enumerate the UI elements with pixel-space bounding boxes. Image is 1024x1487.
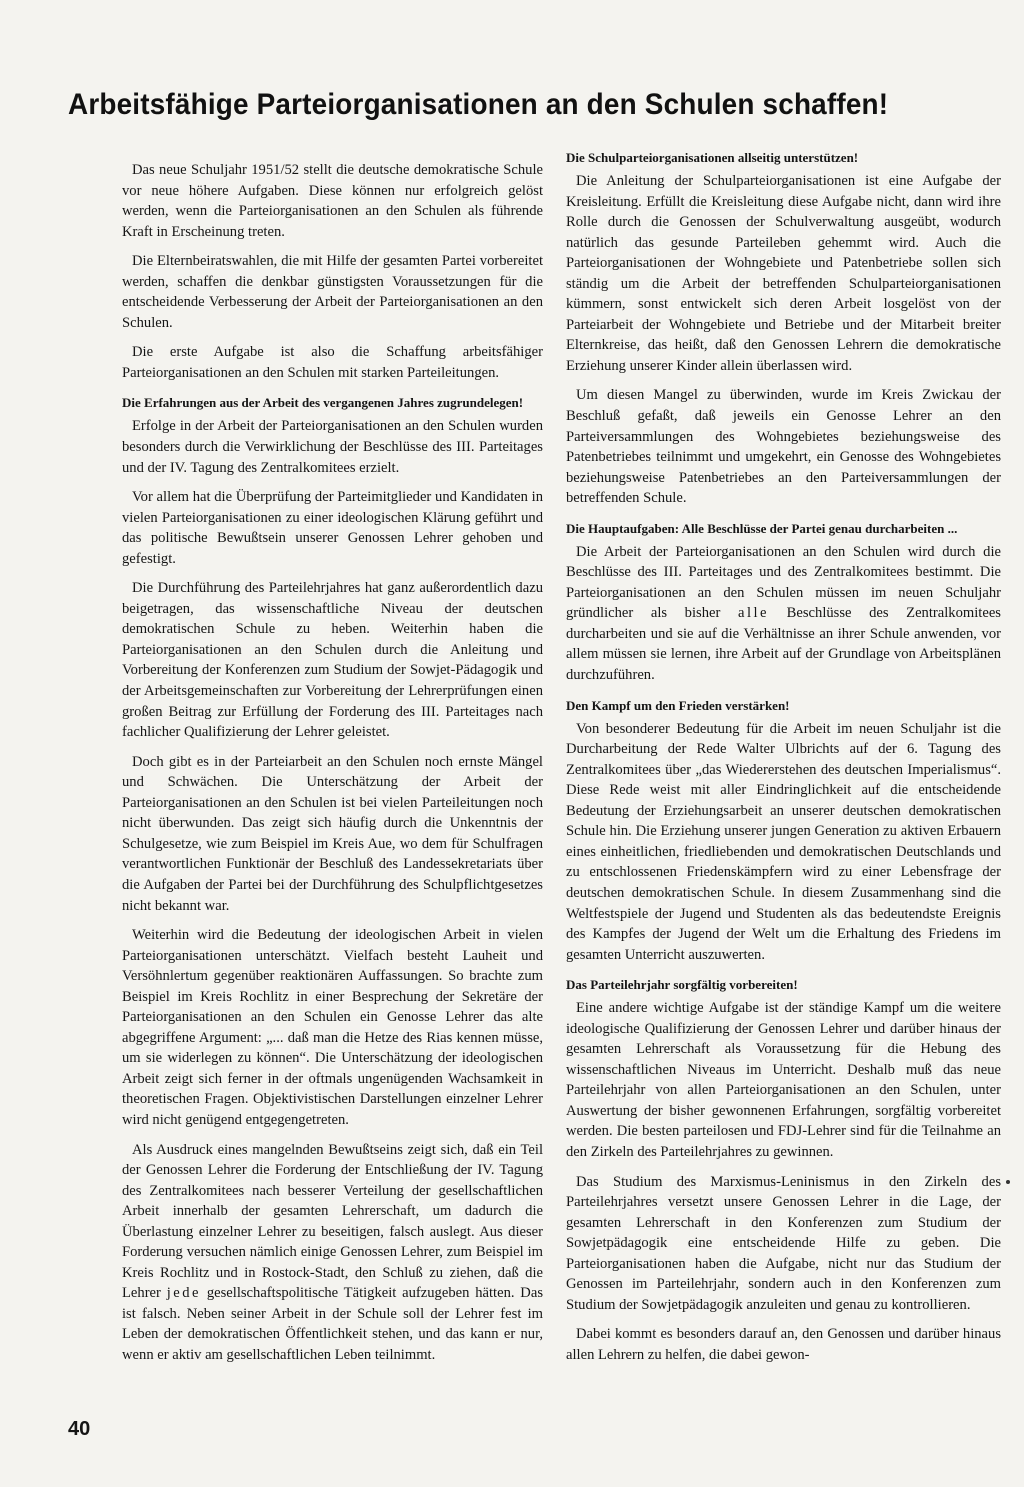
right-column xyxy=(566,148,1001,1374)
paragraph: Das neue Schuljahr 1951/52 stellt die deutsche demokratische Schule vor neue höhere Aufgaben. Diese können nur erfolgreich gelöst werden, wenn die Parteiorganisationen an den Schulen als führende Kraft in Erscheinung treten. xyxy=(122,162,543,240)
paragraph: Um diesen Mangel zu überwinden, wurde im Kreis Zwickau der Beschluß gefaßt, daß jeweils ein Genosse Lehrer an den Parteiversammlungen des Wohngebietes beziehungsweise des Patenbetriebes teilnimmt und umgekehrt, ein Genosse des Wohngebietes beziehungsweise Patenbetriebes an den Parteiversammlungen der betreffenden Schule. xyxy=(566,387,1001,507)
paragraph-text: Als Ausdruck eines mangelnden Bewußtseins zeigt sich, daß ein Teil der Genossen Lehrer die Forderung der Entschließung der IV. Tagung des Zentralkomitees nach besserer Verteilung der gesellschaftlichen Arbeit innerhalb der gesamten Lehrerschaft, um dadurch die Überlastung einzelner Lehrer zu beseitigen, falsch auslegt. Aus dieser Forderung versuchen nämlich einige Genossen Lehrer, zum Beispiel im Kreis Rochlitz und in Rostock-Stadt, den Schluß zu ziehen, daß die Lehrer xyxy=(122,1141,543,1302)
paragraph: Erfolge in der Arbeit der Parteiorganisationen an den Schulen wurden besonders durch die Verwirklichung der Beschlüsse des III. Parteitages und der IV. Tagung des Zentralkomitees erzielt. xyxy=(122,418,543,476)
paragraph xyxy=(122,1140,543,1366)
paragraph-text: Beschlüsse des Zentralkomitees durcharbeiten und sie auf die Verhältnisse an ihrer Schule anwenden, vor allem müssen sie lernen, ihre Arbeit auf der Grundlage von Arbeitsplänen durchzuführen. xyxy=(566,605,1001,684)
section-heading: Den Kampf um den Frieden verstärken! xyxy=(566,697,790,713)
left-column xyxy=(122,160,543,1375)
paragraph: Eine andere wichtige Aufgabe ist der ständige Kampf um die weitere ideologische Qualifizierung der Genossen Lehrer und darüber hinaus der gesamten Lehrerschaft als Voraussetzung für die Hebung des wissenschaftlichen Niveaus im Unterricht. Deshalb muß das neue Parteilehrjahr von allen Parteiorganisationen an den Schulen, unter Auswertung der bisher gewonnenen Erfahrungen, sorgfältig vorbereitet werden. Die besten parteilosen und FDJ-Lehrer sind für die Teilnahme an den Zirkeln des Parteilehrjahres zu gewinnen. xyxy=(566,1000,1001,1160)
section-heading: Das Parteilehrjahr sorgfältig vorbereiten! xyxy=(566,977,798,993)
paragraph: Die erste Aufgabe ist also die Schaffung arbeitsfähiger Parteiorganisationen an den Schulen mit starken Parteileitungen. xyxy=(122,344,543,381)
paragraph-text: gesellschaftspolitische Tätigkeit aufzugeben hätten. Das ist falsch. Neben seiner Arbeit in der Schule soll der Lehrer fest im Leben der demokratischen Öffentlichkeit stehen, und das kann er nur, wenn er aktiv am gesellschaftlichen Leben teilnimmt. xyxy=(122,1285,544,1363)
emphasized-word: jede xyxy=(166,1285,202,1302)
page-number: 40 xyxy=(68,1418,91,1440)
article-title: Arbeitsfähige Parteiorganisationen an den Schulen schaffen! xyxy=(68,88,889,121)
section-heading: Die Erfahrungen aus der Arbeit des vergangenen Jahres zugrundelegen! xyxy=(122,395,524,411)
paragraph: Die Durchführung des Parteilehrjahres hat ganz außerordentlich dazu beigetragen, das wissenschaftliche Niveau der deutschen demokratischen Schule zu heben. Weiterhin haben die Parteiorganisationen an den Schulen durch die Anleitung und Vorbereitung der Konferenzen zum Studium der Sowjet-Pädagogik und der Arbeitsgemeinschaften zur Vorbereitung der Lehrerprüfungen einen großen Beitrag zur Erfüllung der Forderung des III. Parteitages nach fachlicher Qualifizierung der Lehrer geleistet. xyxy=(122,580,543,741)
paragraph: Doch gibt es in der Parteiarbeit an den Schulen noch ernste Mängel und Schwächen. Die Unterschätzung der Arbeit der Parteiorganisationen an den Schulen ist bei vielen Parteileitungen noch nicht überwunden. Das zeigt sich häufig durch die Unkenntnis der Schulgesetze, wie zum Beispiel im Kreis Aue, wo dem für Schulfragen verantwortlichen Funktionär der Beschluß des Landessekretariats über die Aufgaben der Partei bei der Durchführung des Schulpflichtgesetzes nicht bekannt war. xyxy=(122,753,543,914)
paragraph xyxy=(566,542,1001,686)
print-mark xyxy=(1006,1180,1010,1184)
section-heading: Die Hauptaufgaben: Alle Beschlüsse der Partei genau durcharbeiten ... xyxy=(566,520,958,536)
paragraph: Von besonderer Bedeutung für die Arbeit im neuen Schuljahr ist die Durcharbeitung der Rede Walter Ulbrichts auf der 6. Tagung des Zentralkomitees über „das Wiedererstehen des deutschen Imperialismus“. Diese Rede weist mit aller Eindringlichkeit auf die entscheidende Bedeutung der Erziehungsarbeit an unserer deutschen demokratischen Schule hin. Die Erziehung unserer jungen Generation zu aktiven Erbauern eines einheitlichen, friedliebenden und demokratischen Deutschlands und zu entschlossenen Friedenskämpfern wird zu einer Lebensfrage der deutschen demokratischen Schule. In diesem Zusammenhang sind die Weltfestspiele der Jugend und Studenten als das bedeutendste Ereignis des Kampfes der Jugend der Welt um die Erhaltung des Friedens im gesamten Unterricht auszuwerten. xyxy=(566,720,1001,963)
paragraph-text: Die Arbeit der Parteiorganisationen an den Schulen wird durch die Beschlüsse des III. Parteitages und des Zentralkomitees bestimmt. Die Parteiorganisationen an den Schulen müssen im neuen Schuljahr gründlicher als bisher xyxy=(566,543,1001,622)
paragraph: Dabei kommt es besonders darauf an, den Genossen und darüber hinaus allen Lehrern zu helfen, die dabei gewon- xyxy=(566,1326,1001,1363)
paragraph: Vor allem hat die Überprüfung der Parteimitglieder und Kandidaten in vielen Parteiorganisationen zu einer ideologischen Klärung geführt und das politische Bewußtsein unserer Genossen Lehrer gehoben und gefestigt. xyxy=(122,489,543,567)
emphasized-word: alle xyxy=(737,605,770,622)
paragraph: Das Studium des Marxismus-Leninismus in den Zirkeln des Parteilehrjahres versetzt unsere Genossen Lehrer in die Lage, der gesamten Lehrerschaft in den Konferenzen zum Studium der Sowjetpädagogik eine entscheidende Hilfe zu geben. Die Parteiorganisationen haben die Aufgabe, nicht nur das Studium der Genossen im Parteilehrjahr, sondern auch in den Konferenzen zum Studium der Sowjetpädagogik anzuleiten und genau zu kontrollieren. xyxy=(566,1173,1001,1313)
section-heading: Die Schulparteiorganisationen allseitig unterstützen! xyxy=(566,150,859,165)
paragraph: Weiterhin wird die Bedeutung der ideologischen Arbeit in vielen Parteiorganisationen unterschätzt. Vielfach besteht Lauheit und Versöhnlertum gegenüber reaktionären Auffassungen. So brachte zum Beispiel im Kreis Rochlitz in einer Besprechung der Sekretäre der Parteiorganisationen an den Schulen ein Genosse Lehrer das alte abgegriffene Argument: „... daß man die Hetze des Rias kennen müsse, um sie widerlegen zu können“. Die Unterschätzung der ideologischen Arbeit zeigt sich ferner in der oftmals ungenügenden Wachsamkeit in theoretischen Fragen. Objektivistischen Darstellungen einzelner Lehrer wird nicht genügend entgegengetreten. xyxy=(122,927,543,1128)
paragraph: Die Elternbeiratswahlen, die mit Hilfe der gesamten Partei vorbereitet werden, schaffen die denkbar günstigsten Voraussetzungen für die entscheidende Verbesserung der Arbeit der Parteiorganisationen an den Schulen. xyxy=(122,253,543,331)
paragraph: Die Anleitung der Schulparteiorganisationen ist eine Aufgabe der Kreisleitung. Erfüllt die Kreisleitung diese Aufgabe nicht, dann wird ihre Rolle durch die Genossen der Schulverwaltung ausgeübt, wodurch natürlich das gesunde Parteileben gehemmt wird. Auch die Parteiorganisationen der Wohngebiete und Patenbetriebe sollen sich ständig um die Arbeit der betreffenden Schulparteiorganisationen kümmern, sonst entwickelt sich deren Arbeit losgelöst von der Parteiarbeit der Wohngebiete und Betriebe und der Mitarbeit breiter Elternkreise, das heißt, daß den Genossen Lehrern die demokratische Erziehung unserer Kinder allein überlassen wird. xyxy=(566,173,1001,374)
